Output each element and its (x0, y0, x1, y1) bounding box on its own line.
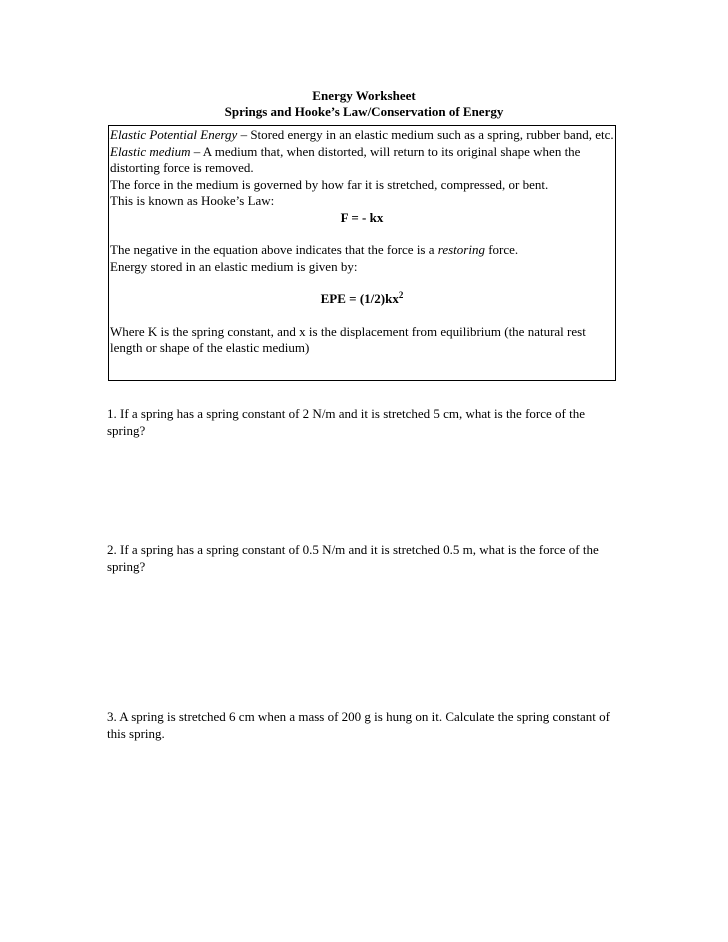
question-3: 3. A spring is stretched 6 cm when a mass of 200 g is hung on it. Calculate the spring constant of this spring. (107, 709, 610, 741)
spacer (110, 275, 614, 291)
question-1: 1. If a spring has a spring constant of 2 N/m and it is stretched 5 cm, what is the force of the spring? (107, 406, 585, 438)
question-2: 2. If a spring has a spring constant of 0.5 N/m and it is stretched 0.5 m, what is the force of the spring? (107, 542, 599, 574)
hooke-equation: F = - kx (340, 209, 384, 225)
medium-term: Elastic medium (110, 143, 191, 159)
epe-equation (110, 291, 614, 308)
restoring-term: restoring (437, 242, 485, 257)
worksheet-subtitle: Springs and Hooke’s Law/Conservation of Energy (224, 104, 504, 119)
medium-description: – A medium that, when distorted, will return to its original shape when the distorting force is removed. (110, 143, 581, 175)
epe-definition (110, 127, 614, 144)
epe-term: Elastic Potential Energy (110, 127, 238, 142)
title-block (0, 88, 728, 120)
negative-text-before: The negative in the equation above indicates that the force is a (110, 242, 438, 257)
medium-definition (110, 144, 614, 177)
spacer (110, 308, 614, 324)
spacer (110, 226, 614, 242)
worksheet-title: Energy Worksheet (312, 88, 416, 103)
negative-sign-explanation (110, 242, 614, 259)
epe-equation-main: EPE = (1/2)kx (320, 291, 399, 306)
hooke-intro: This is known as Hooke’s Law: (110, 193, 275, 208)
energy-intro: Energy stored in an elastic medium is given by: (110, 258, 358, 274)
where-explanation: Where K is the spring constant, and x is the displacement from equilibrium (the natural rest length or shape of the elastic medium) (110, 323, 586, 355)
epe-description: – Stored energy in an elastic medium such as a spring, rubber band, etc. (237, 127, 614, 142)
negative-text-after: force. (484, 242, 519, 257)
epe-equation-exponent: 2 (398, 290, 404, 300)
definitions-box (108, 125, 616, 381)
force-statement: The force in the medium is governed by how far it is stretched, compressed, or bent. (110, 176, 549, 192)
